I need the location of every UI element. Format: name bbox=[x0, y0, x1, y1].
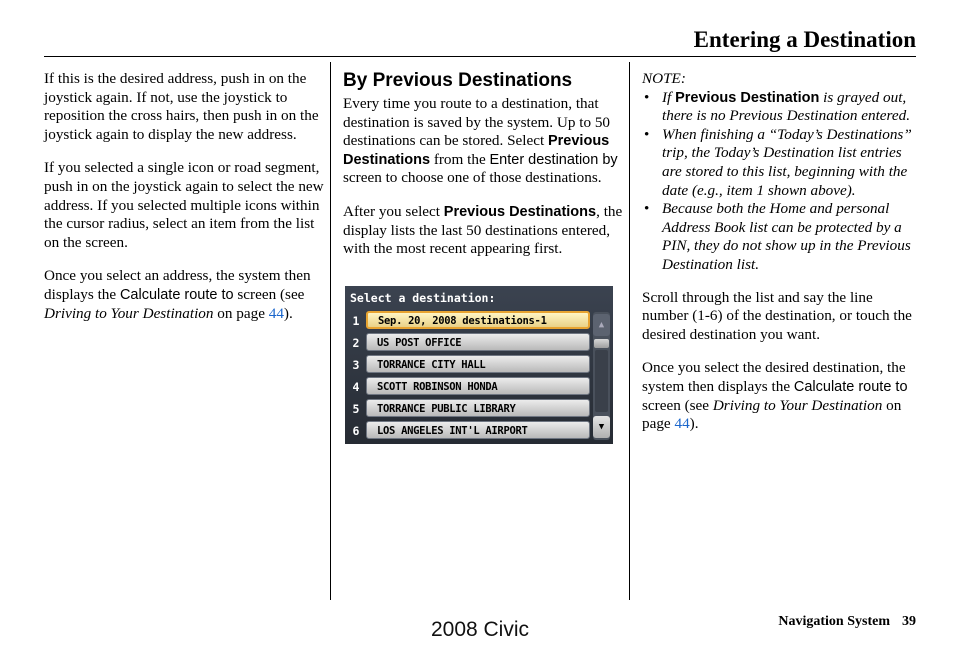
row-number: 3 bbox=[352, 358, 360, 372]
column-right bbox=[642, 70, 920, 449]
paragraph-calculate-route: Once you select an address, the system then displays the Calculate route to screen (see Driving to Your Destination on page 44). bbox=[44, 267, 311, 322]
page-title: Entering a Destination bbox=[693, 27, 916, 52]
reference-title: Driving to Your Destination bbox=[712, 396, 883, 414]
destination-button[interactable]: LOS ANGELES INT'L AIRPORT bbox=[366, 421, 590, 439]
scroll-down-icon[interactable]: ▼ bbox=[593, 416, 610, 438]
navigation-screen bbox=[345, 286, 613, 444]
screen-header: Select a destination: bbox=[350, 291, 496, 305]
note-list bbox=[642, 89, 920, 275]
row-number: 5 bbox=[352, 402, 360, 416]
reference-title: Driving to Your Destination bbox=[44, 304, 214, 322]
note-item: • Because both the Home and personal Address Book list can be protected by a PIN, they do not show up in the Previous Destination list. bbox=[644, 200, 911, 273]
paragraph-previous-list: After you select Previous Destinations, the display lists the last 50 destinations entered, with the most recent appearing first. bbox=[343, 202, 623, 258]
bullet-icon: • bbox=[644, 88, 650, 106]
paragraph-select-icon: If you selected a single icon or road segment, push in on the joystick again to select the new address. If you selected multiple icons within the cursor radius, select an item from the list on the screen. bbox=[44, 159, 324, 251]
term-previous-destinations: Previous Destinations bbox=[443, 203, 597, 220]
scroll-up-icon[interactable]: ▲ bbox=[593, 314, 610, 336]
column-divider bbox=[330, 62, 331, 600]
term-previous-destination: Previous Destination bbox=[675, 89, 820, 106]
header-rule bbox=[44, 56, 916, 57]
list-scrollbar[interactable] bbox=[593, 312, 610, 440]
note-item: • If Previous Destination is grayed out, there is no Previous Destination entered. bbox=[644, 88, 911, 125]
page-link[interactable]: 44 bbox=[674, 415, 690, 433]
paragraph-scroll-list: Scroll through the list and say the line number (1-6) of the destination, or touch the desired destination you want. bbox=[642, 288, 912, 343]
bullet-icon: • bbox=[644, 125, 650, 143]
note-item: • When finishing a “Today’s Destinations” trip, the Today’s Destination list entries are stored to this list, beginning with the date (e.g., item 1 shown above). bbox=[644, 125, 912, 199]
footer-section: Navigation System bbox=[778, 614, 890, 629]
destination-button[interactable]: SCOTT ROBINSON HONDA bbox=[366, 377, 590, 395]
destination-button[interactable]: US POST OFFICE bbox=[366, 333, 590, 351]
page-link[interactable]: 44 bbox=[268, 304, 284, 322]
paragraph-calculate-route: Once you select the desired destination, the system then displays the Calculate route to screen (see Driving to Your Destination on page 44). bbox=[642, 359, 908, 433]
destination-button[interactable]: TORRANCE CITY HALL bbox=[366, 355, 590, 373]
scroll-thumb[interactable] bbox=[594, 339, 609, 348]
note-label: NOTE: bbox=[642, 70, 686, 87]
bullet-icon: • bbox=[644, 200, 650, 218]
row-number: 6 bbox=[352, 424, 360, 438]
term-previous-destinations: Previous Destinations bbox=[343, 133, 610, 168]
section-heading: By Previous Destinations bbox=[343, 70, 573, 91]
column-left bbox=[44, 70, 326, 338]
row-number: 4 bbox=[352, 380, 360, 394]
paragraph-confirm-address: If this is the desired address, push in on the joystick again. If not, use the joystick to reposition the cross hairs, then push in on the joystick again to display the new address. bbox=[44, 70, 319, 143]
watermark: 2008 Civic bbox=[430, 618, 530, 641]
row-number: 2 bbox=[352, 336, 360, 350]
term-enter-destination-by: Enter destination by bbox=[489, 151, 618, 168]
column-divider bbox=[629, 62, 630, 600]
row-number: 1 bbox=[352, 314, 360, 328]
column-middle bbox=[343, 70, 623, 274]
destination-button[interactable]: Sep. 20, 2008 destinations-1 bbox=[366, 311, 590, 329]
term-calculate-route: Calculate route to bbox=[793, 378, 908, 395]
term-calculate-route: Calculate route to bbox=[119, 286, 234, 303]
scroll-track bbox=[595, 350, 608, 412]
destination-button[interactable]: TORRANCE PUBLIC LIBRARY bbox=[366, 399, 590, 417]
paragraph-previous-intro: Every time you route to a destination, that destination is saved by the system. Up to 50 destinations can be stored. Select Previous Destinations from the Enter destination by screen to choose one of those destinations. bbox=[343, 95, 618, 187]
page-number: 39 bbox=[902, 614, 916, 629]
